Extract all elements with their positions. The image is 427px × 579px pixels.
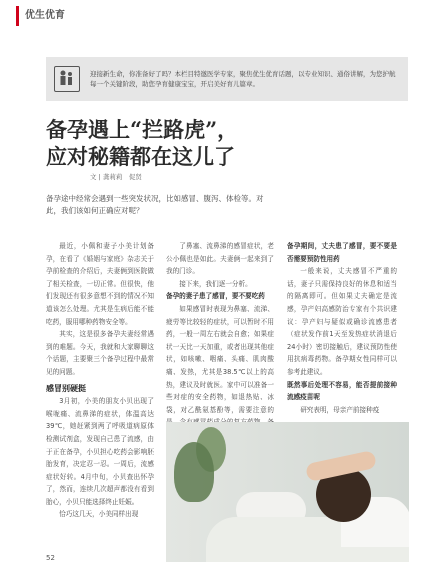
section-tag-label: 优生优育 (25, 10, 65, 21)
paragraph: 研究表明，母亲产前接种疫 (300, 405, 380, 414)
title-line-1: 备孕遇上“拦路虎”， (46, 117, 239, 142)
section-tag (16, 6, 136, 26)
woman-in-bed-photo (166, 422, 409, 562)
column-1 (46, 240, 154, 521)
paragraph: 如果感冒时表现为鼻塞、流涕、疲劳等比较轻的症状，可以暂时不用药，一般一周左右就会自愈；如果症状一天比一天加重，或者出现其他症状，如咳嗽、咽痛、头痛、肌肉酸痛、发热，尤其是38.5℃以上的高热，建议及时就医。家中可以准备一些对症的安全药物，如退热贴、冰袋，对乙酰氨基酚等，需要注意的 (166, 304, 274, 414)
page-number: 52 (46, 554, 55, 562)
article-title (46, 116, 386, 170)
paragraph: 最近，小佩和妻子小美计划备孕，在看了《婚姻与家庭》杂志关于孕前检查的介绍后，夫妻俩到医院做了相关检查，一切正常。但很快，他们发现还有很多意想不到的情况不知道该怎么处理。尤其是生病后能不能吃药，服用哪种药物安全等。 (46, 242, 154, 326)
intro-text: 迎接新生命，你准备好了吗？本栏目特邀医学专家，聚焦优生优育话题，以专业知识、通俗讲解，为您护航每一个关键阶段，助您孕育健康宝宝，开启美好育儿篇章。 (90, 70, 396, 88)
byline: 文 | 龚莉莉 促贤 (90, 173, 142, 181)
question-heading: 备孕期间，丈夫患了感冒，要不要是否需要预防性用药 (287, 242, 397, 263)
subheading: 感冒别硬挺 (46, 383, 86, 393)
question-heading: 备孕的妻子患了感冒，要不要吃药 (166, 292, 265, 301)
title-line-2: 应对秘籍都在这儿了 (46, 144, 235, 169)
paragraph: 了鼻塞、流鼻涕的感冒症状，老公小佩也是如此。夫妻俩一起来到了我的门诊。 (166, 242, 274, 276)
question-heading: 既然事后处理不容易，能否提前接种流感疫苗呢 (287, 380, 397, 402)
family-icon (54, 66, 80, 92)
paragraph: 3月初，小美的朋友小贝出现了喉咙痛、流鼻涕的症状，体温高达39℃，她赶紧到两了呼吸道病原体检测试剂盒，发现自己患了流感，由于正在备孕，小贝担心吃药会影响胚胎发育，决定忍一忍。一周后，流感症状好转。4月中旬，小贝查出怀孕了，然而，连续几次超声都没有看到胎心，小贝只能选择终止妊娠。 (46, 397, 154, 506)
paragraph: 接下来，我们逐一分析。 (179, 279, 252, 288)
paragraph: 一般来说，丈夫感冒不严重的话，妻子只需保持良好的休息和适当的隔离即可。但如果丈夫确定是流感，孕产妇高感防治专家有个共识建议：孕产妇与疑似或确诊流感患者（症状发作前1天至发热症状消退后24小时）密切接触后，建议预防性使用抗病毒药物。备孕期女性同样可以参考此建议。 (287, 267, 397, 376)
lede: 备孕途中经常会遇到一些突发状况，比如感冒、腹泻、体检等。对此，我们该如何正确应对呢？ (46, 194, 264, 215)
paragraph: 其实，这是很多备孕夫妻经常遇到的难题。今天，我就和大家聊聊这个话题，主要聚三个备孕过程中最常见的问题。 (46, 330, 154, 376)
paragraph: 恰巧这几天，小美同样出现 (59, 510, 139, 519)
column-3 (287, 240, 397, 416)
intro-box (46, 57, 408, 101)
